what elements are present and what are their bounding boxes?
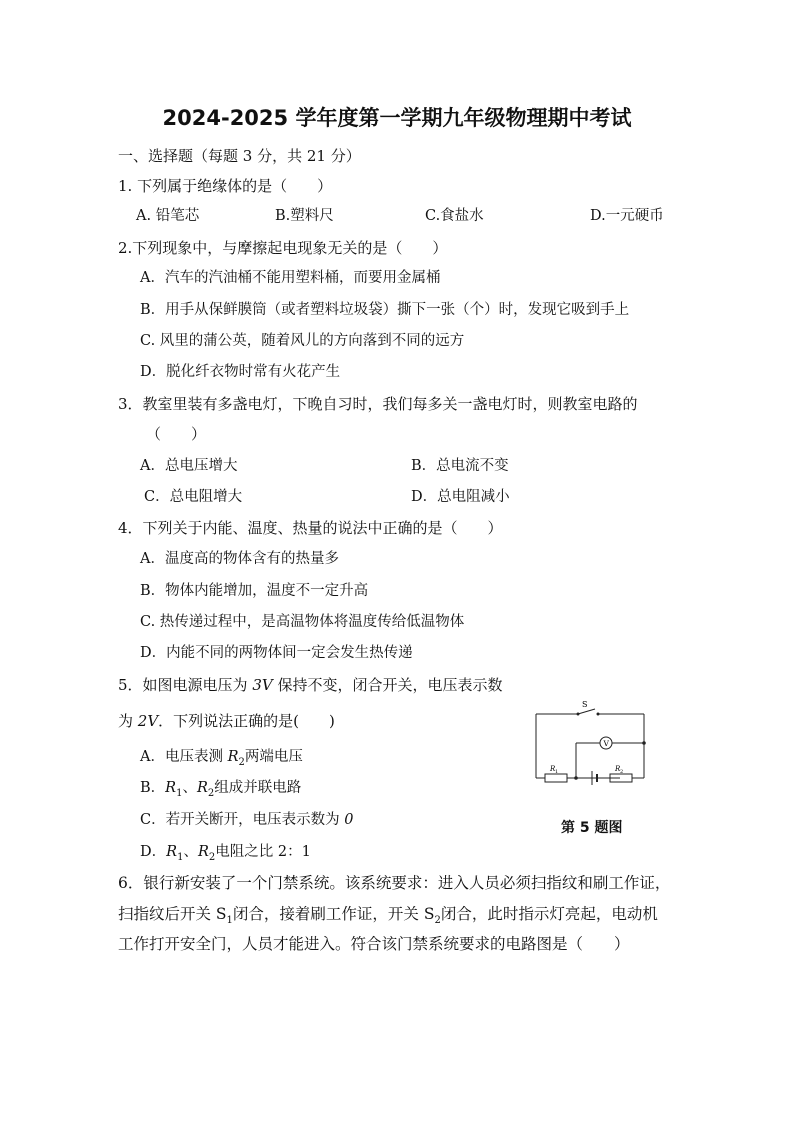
q4-stem: 4．下列关于内能、温度、热量的说法中正确的是（ ） [118, 519, 503, 537]
q1-option-b: B.塑料尺 [275, 208, 334, 224]
switch-label: S [582, 700, 588, 709]
q1-option-a: A. 铅笔芯 [136, 208, 200, 224]
q3-option-a: A．总电压增大 [140, 458, 238, 474]
q2-option-d: D．脱化纤衣物时常有火花产生 [140, 364, 341, 380]
q4-option-b: B．物体内能增加，温度不一定升高 [140, 583, 369, 599]
q1-stem: 1. 下列属于绝缘体的是（ ） [118, 177, 333, 195]
q5-option-c: C．若开关断开，电压表示数为 0 [140, 812, 354, 828]
q3-option-d: D．总电阻减小 [411, 489, 510, 505]
junction-right [642, 741, 646, 745]
r2-sub: 2 [620, 769, 624, 775]
q4-option-d: D．内能不同的两物体间一定会发生热传递 [140, 645, 413, 661]
section-heading: 一、选择题（每题 3 分，共 21 分） [118, 147, 361, 165]
r1-sub: 1 [555, 769, 559, 775]
switch-contact-left [577, 713, 580, 716]
q4-option-c: C. 热传递过程中，是高温物体将温度传给低温物体 [140, 614, 465, 630]
q6-line1: 6．银行新安装了一个门禁系统。该系统要求：进入人员必须扫指纹和刷工作证， [118, 874, 671, 892]
q5-stem-line1: 5．如图电源电压为 3V 保持不变，闭合开关，电压表示数 [118, 676, 503, 694]
resistor-r1 [545, 774, 567, 782]
q4-option-a: A．温度高的物体含有的热量多 [140, 551, 339, 567]
q6-line3: 工作打开安全门，人员才能进入。符合该门禁系统要求的电路图是（ ） [118, 935, 630, 953]
q5-stem-line2: 为 2V．下列说法正确的是( ) [118, 712, 335, 730]
q3-option-b: B．总电流不变 [411, 458, 509, 474]
q6-line2: 扫指纹后开关 $S_1$闭合，接着刷工作证，开关 $S_2$闭合，此时指示灯亮起，电动机 [118, 905, 658, 927]
voltmeter-label: V [603, 739, 609, 748]
q2-option-c: C. 风里的蒲公英，随着风儿的方向落到不同的远方 [140, 333, 465, 349]
q2-option-b: B．用手从保鲜膜筒（或者塑料垃圾袋）撕下一张（个）时，发现它吸到手上 [140, 302, 630, 318]
q1-option-c: C.食盐水 [425, 208, 484, 224]
figure-caption: 第 5 题图 [561, 820, 623, 836]
q5-option-a: A．电压表测 $R_2$两端电压 [140, 749, 303, 768]
junction-left [574, 776, 578, 780]
q3-stem-line1: 3．教室里装有多盏电灯，下晚自习时，我们每多关一盏电灯时，则教室电路的 [118, 395, 638, 413]
circuit-figure [520, 698, 660, 790]
switch-contact-right [597, 713, 600, 716]
q3-option-c: C．总电阻增大 [144, 489, 243, 505]
q5-option-b: B．$R_1$、$R_2$组成并联电路 [140, 780, 302, 799]
q1-option-d: D.一元硬币 [590, 208, 664, 224]
switch-blade [578, 709, 595, 714]
q2-option-a: A．汽车的汽油桶不能用塑料桶，而要用金属桶 [140, 270, 441, 286]
q5-option-d: D．$R_1$、$R_2$电阻之比 2：1 [140, 844, 311, 863]
page-title: 2024-2025 学年度第一学期九年级物理期中考试 [162, 106, 632, 130]
q3-stem-line2: （ ） [146, 425, 207, 443]
q2-stem: 2.下列现象中，与摩擦起电现象无关的是（ ） [118, 239, 448, 257]
r2-label: R [615, 765, 621, 773]
r1-label: R [550, 765, 556, 773]
